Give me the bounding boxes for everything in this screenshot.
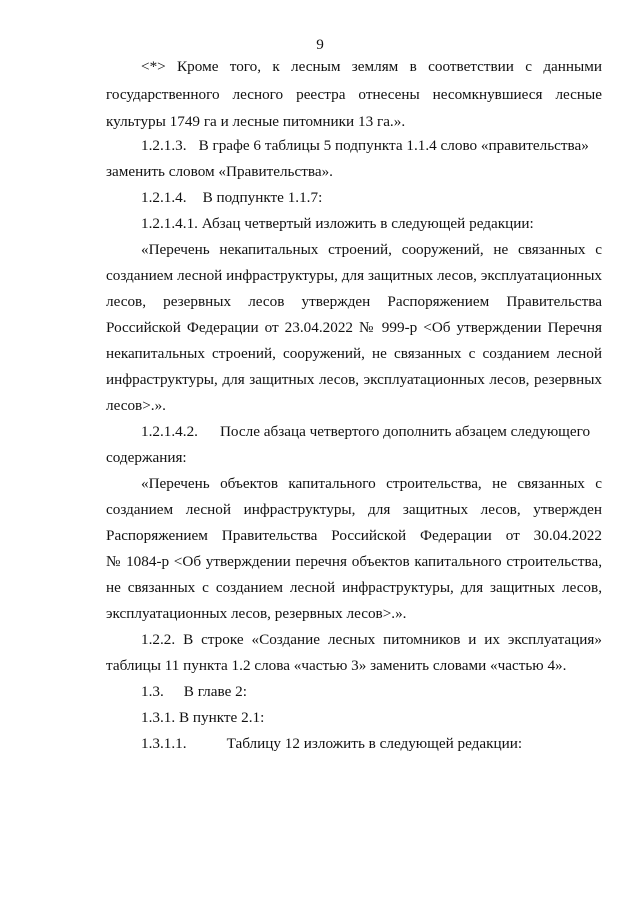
- footnote-line-1: <*> Кроме того, к лесным землям в соответствии с данными: [141, 58, 602, 75]
- item-number: 1.2.1.4.: [141, 189, 187, 206]
- quote-line: № 1084-р <Об утверждении перечня объектов капитального строительства,: [106, 553, 602, 570]
- item-1-2-1-4-2: [141, 422, 602, 442]
- quote-line: не связанных с созданием лесной инфраструктуры, для защитных лесов,: [106, 579, 602, 596]
- item-1-3-1: 1.3.1. В пункте 2.1:: [141, 709, 265, 726]
- item-text: В главе 2:: [183, 683, 247, 700]
- quote-line: некапитальных строений, сооружений, не связанных с созданием лесной: [106, 345, 602, 362]
- quote-line: инфраструктуры, для защитных лесов, эксплуатационных лесов, резервных: [106, 371, 602, 388]
- page-number: 9: [316, 36, 324, 53]
- item-number: 1.2.1.3.: [141, 137, 187, 154]
- footnote-line-3: культуры 1749 га и лесные питомники 13 га.».: [106, 113, 406, 130]
- item-text: В графе 6 таблицы 5 подпункта 1.1.4 слово «правительства»: [198, 137, 589, 154]
- paragraph-line: таблицы 11 пункта 1.2 слова «частью 3» заменить словами «частью 4».: [106, 657, 567, 674]
- item-number: 1.3.: [141, 683, 164, 700]
- item-text: Таблицу 12 изложить в следующей редакции:: [226, 735, 523, 752]
- item-1-3-1-1: [141, 734, 602, 754]
- quote-line: «Перечень объектов капитального строительства, не связанных с: [141, 475, 602, 492]
- footnote-line-2: государственного лесного реестра отнесены несомкнувшиеся лесные: [106, 86, 602, 103]
- item-1-2-1-3: [141, 136, 602, 156]
- item-1-2-2: 1.2.2. В строке «Создание лесных питомников и их эксплуатация»: [141, 631, 602, 648]
- quote-line: «Перечень некапитальных строений, сооружений, не связанных с: [141, 241, 602, 258]
- quote-line: лесов, резервных лесов утвержден Распоряжением Правительства: [106, 293, 602, 310]
- paragraph-line: заменить словом «Правительства».: [106, 163, 333, 180]
- quote-line: Распоряжением Правительства Российской Федерации от 30.04.2022: [106, 527, 602, 544]
- quote-line: созданием лесной инфраструктуры, для защитных лесов, утвержден: [106, 501, 602, 518]
- quote-line: Российской Федерации от 23.04.2022 № 999-р <Об утверждении Перечня: [106, 319, 602, 336]
- item-1-3: [141, 682, 602, 702]
- quote-line: лесов>.».: [106, 397, 166, 414]
- quote-line: эксплуатационных лесов, резервных лесов>.».: [106, 605, 407, 622]
- item-1-2-1-4: [141, 188, 602, 208]
- item-number: 1.2.1.4.2.: [141, 423, 198, 440]
- paragraph-line: содержания:: [106, 449, 187, 466]
- item-1-2-1-4-1: 1.2.1.4.1. Абзац четвертый изложить в следующей редакции:: [141, 215, 534, 232]
- item-text: После абзаца четвертого дополнить абзацем следующего: [219, 423, 591, 440]
- item-number: 1.3.1.1.: [141, 735, 187, 752]
- quote-line: созданием лесной инфраструктуры, для защитных лесов, эксплуатационных: [106, 267, 602, 284]
- item-text: В подпункте 1.1.7:: [202, 189, 323, 206]
